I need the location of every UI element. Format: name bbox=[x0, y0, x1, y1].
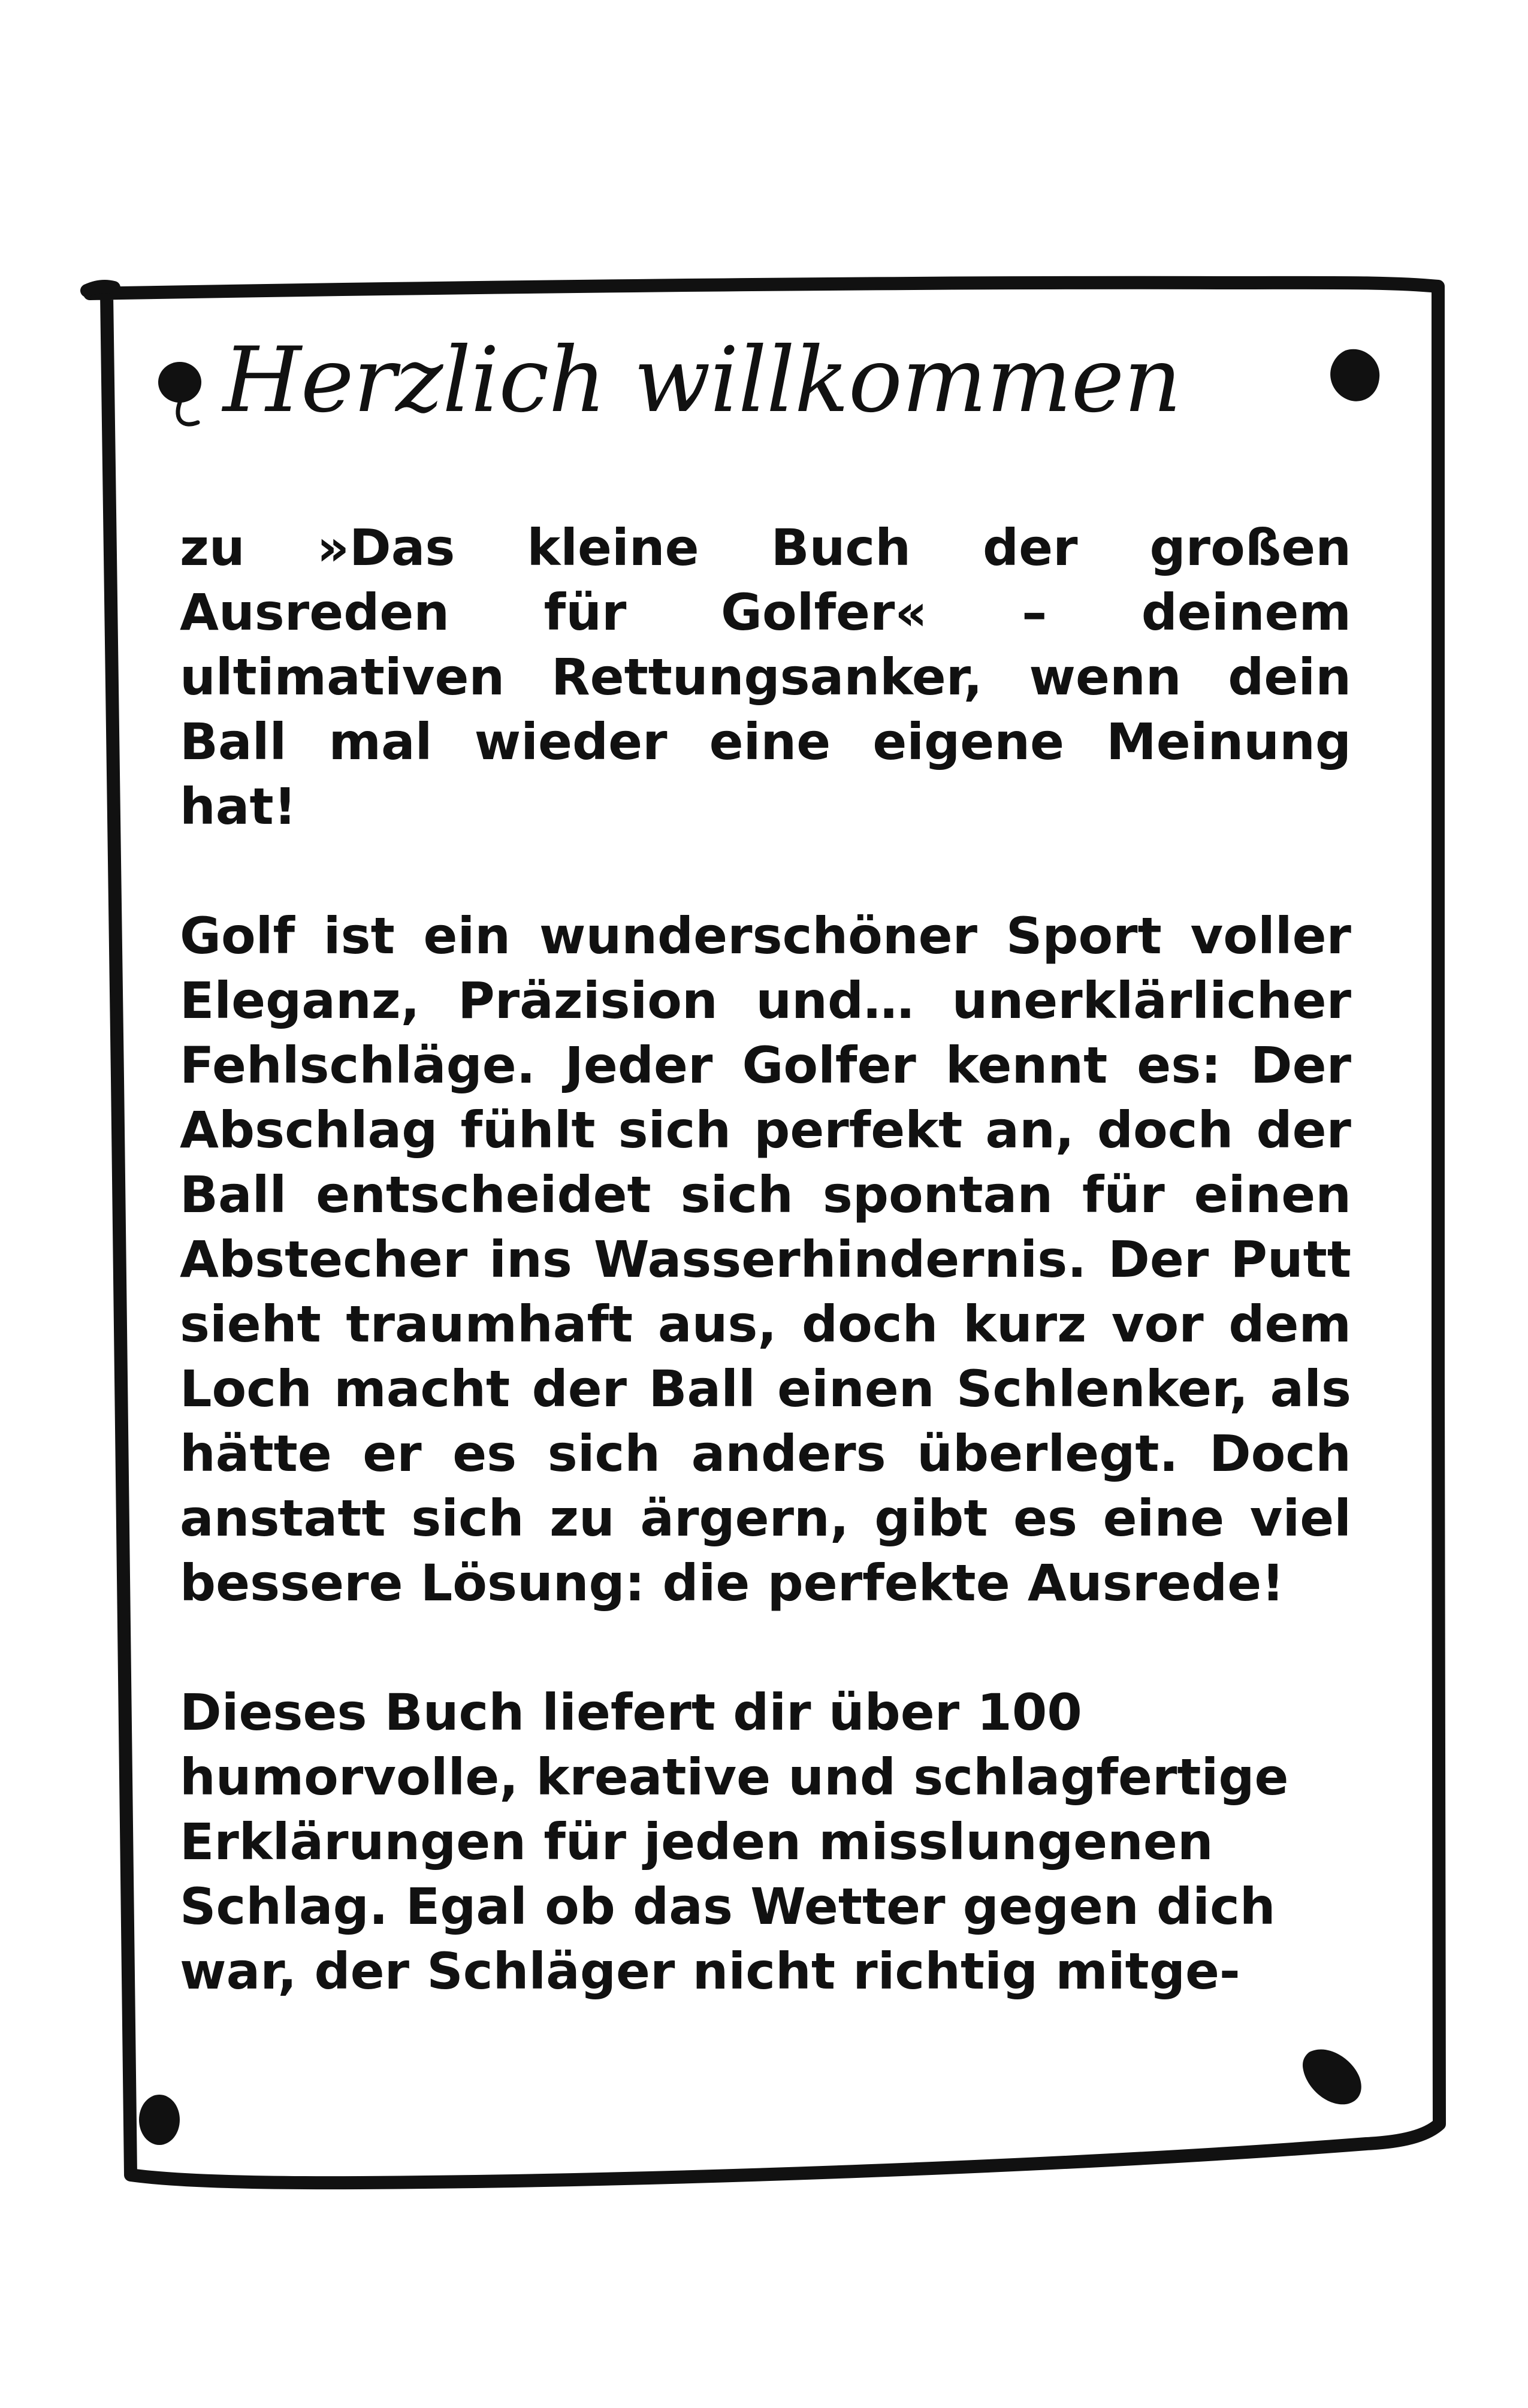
body-text bbox=[180, 515, 1351, 2004]
book-paragraph: Dieses Buch liefert dir über 100 humorvolle, kreative und schlagfertige Erklärungen für jeden misslungenen Schlag. Egal ob das Wetter gegen dich war, der Schläger nicht richtig mitge- bbox=[180, 1683, 1289, 2001]
ink-blot-bottom-left-icon bbox=[139, 2095, 180, 2145]
ink-blot-top-right-icon bbox=[1330, 349, 1379, 401]
ink-blot-bottom-right-icon bbox=[1303, 2050, 1361, 2105]
page-heading: Herzlich willkommen bbox=[223, 328, 1181, 433]
intro-paragraph: zu »Das kleine Buch der großen Ausreden für Golfer« – deinem ultimativen Rettungsanker, wenn dein Ball mal wieder eine eigene Meinung hat! bbox=[180, 518, 1351, 836]
frame-overshoot-stroke bbox=[87, 286, 114, 291]
ink-blot-top-left-icon bbox=[158, 362, 201, 424]
golf-paragraph: Golf ist ein wunderschöner Sport voller Eleganz, Präzision und… unerklärlicher Fehlschläge. Jeder Golfer kennt es: Der Abschlag fühlt sich perfekt an, doch der Ball entscheidet sich spontan für einen Abstecher ins Wasserhindernis. Der Putt sieht traumhaft aus, doch kurz vor dem Loch macht der Ball einen Schlenker, als hätte er es sich anders überlegt. Doch anstatt sich zu ärgern, gibt es eine viel bessere Lösung: die perfekte Ausrede! bbox=[180, 907, 1351, 1612]
